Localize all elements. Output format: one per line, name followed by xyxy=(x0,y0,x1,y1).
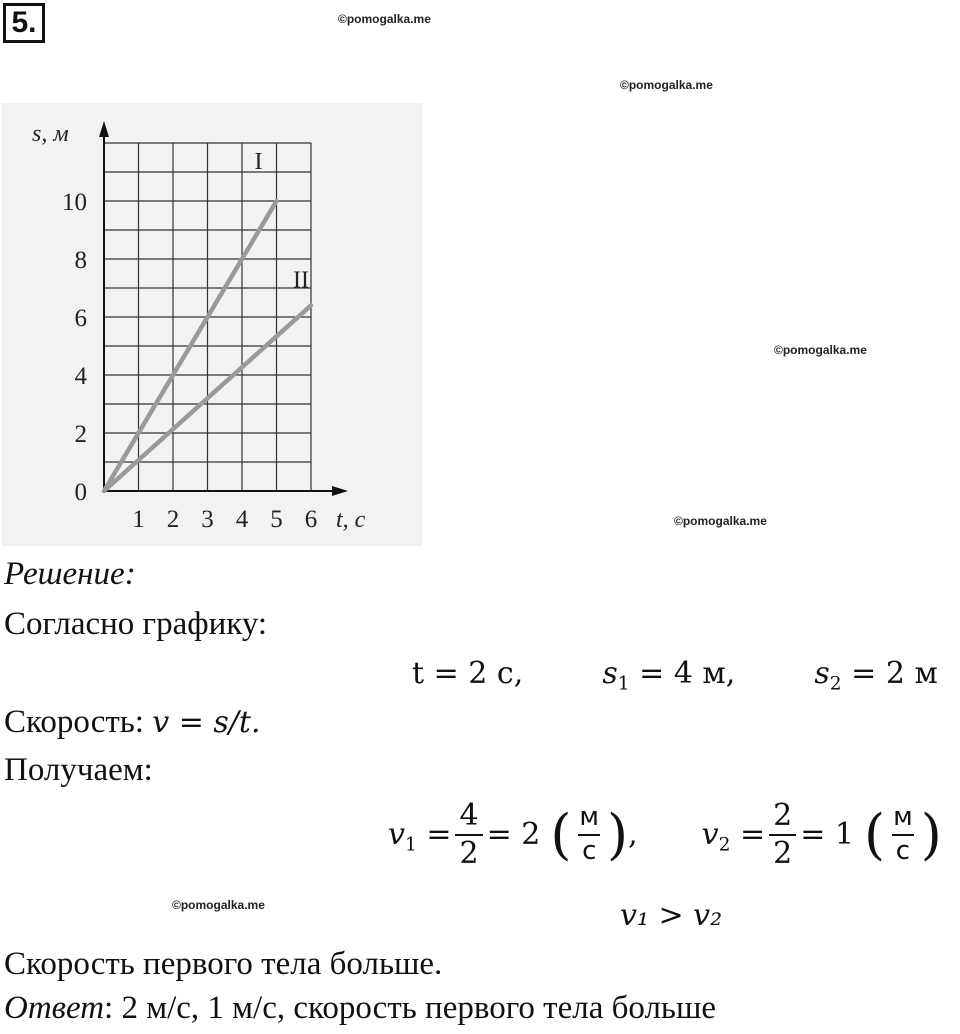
x-axis-arrow-icon xyxy=(332,486,348,496)
answer-text: : 2 м/с, 1 м/с, скорость первого тела больше xyxy=(104,990,717,1026)
y-axis-arrow-icon xyxy=(99,121,109,137)
velocity-equations: $v_1$ = $\frac{4}{2}$ = 2 ( $\frac{м}{с}$ ) , $v_2$ = $\frac{2}{2}$ = 1 ( $\frac{м}{с}$ ) xyxy=(388,798,942,871)
y-tick-label: 8 xyxy=(74,247,87,274)
speed-label: Скорость: xyxy=(4,704,144,740)
distance-time-chart xyxy=(2,103,422,546)
conclusion-text: Скорость первого тела больше. xyxy=(4,946,443,982)
y-tick-label: 2 xyxy=(74,421,87,448)
speed-line xyxy=(4,704,261,741)
series-label: I xyxy=(254,149,263,175)
answer-label: Ответ xyxy=(4,990,105,1026)
given-values: t = 2 с, $s_1 = 4$ м, $s_2 = 2$ м xyxy=(412,656,938,695)
chart-svg xyxy=(2,103,422,546)
x-tick-label: 6 xyxy=(304,506,318,533)
watermark: ©pomogalka.me xyxy=(774,343,867,357)
x-tick-label: 2 xyxy=(166,506,180,533)
chart-labels xyxy=(32,121,366,533)
v2-result: = 1 xyxy=(800,817,855,852)
x-tick-label: 3 xyxy=(201,506,214,533)
given-t: t = 2 с, xyxy=(412,656,524,691)
v2-fraction: $\frac{2}{2}$ xyxy=(769,800,796,869)
solution-heading: Решение: xyxy=(4,556,136,592)
velocity-comparison: v₁ > v₂ xyxy=(620,898,723,933)
v1-unit: $\frac{м}{с}$ xyxy=(579,802,600,866)
x-tick-label: 4 xyxy=(235,506,249,533)
y-tick-label: 0 xyxy=(74,479,87,506)
speed-formula: v = s/t. xyxy=(152,705,261,740)
answer-line xyxy=(4,990,716,1027)
watermark: ©pomogalka.me xyxy=(674,514,767,528)
watermark: ©pomogalka.me xyxy=(620,78,713,92)
x-tick-label: 1 xyxy=(132,506,145,533)
watermark: ©pomogalka.me xyxy=(172,898,265,912)
x-axis-title: t, с xyxy=(336,507,366,533)
x-tick-label: 5 xyxy=(270,506,283,533)
given-s2: 2 м xyxy=(885,656,938,691)
v1-result: = 2 xyxy=(486,817,541,852)
watermark: ©pomogalka.me xyxy=(338,12,431,26)
y-axis-title: s, м xyxy=(32,121,69,147)
v1-fraction: $\frac{4}{2}$ xyxy=(455,800,482,869)
series-label: II xyxy=(293,267,309,294)
y-tick-label: 10 xyxy=(62,189,87,216)
given-s1: 4 м, xyxy=(673,656,736,691)
by-graph-text: Согласно графику: xyxy=(4,606,268,642)
v2-unit: $\frac{м}{с}$ xyxy=(893,802,913,866)
y-tick-label: 6 xyxy=(74,305,87,332)
y-tick-label: 4 xyxy=(74,363,87,390)
obtain-text: Получаем: xyxy=(4,752,153,788)
problem-number: 5. xyxy=(3,3,45,43)
